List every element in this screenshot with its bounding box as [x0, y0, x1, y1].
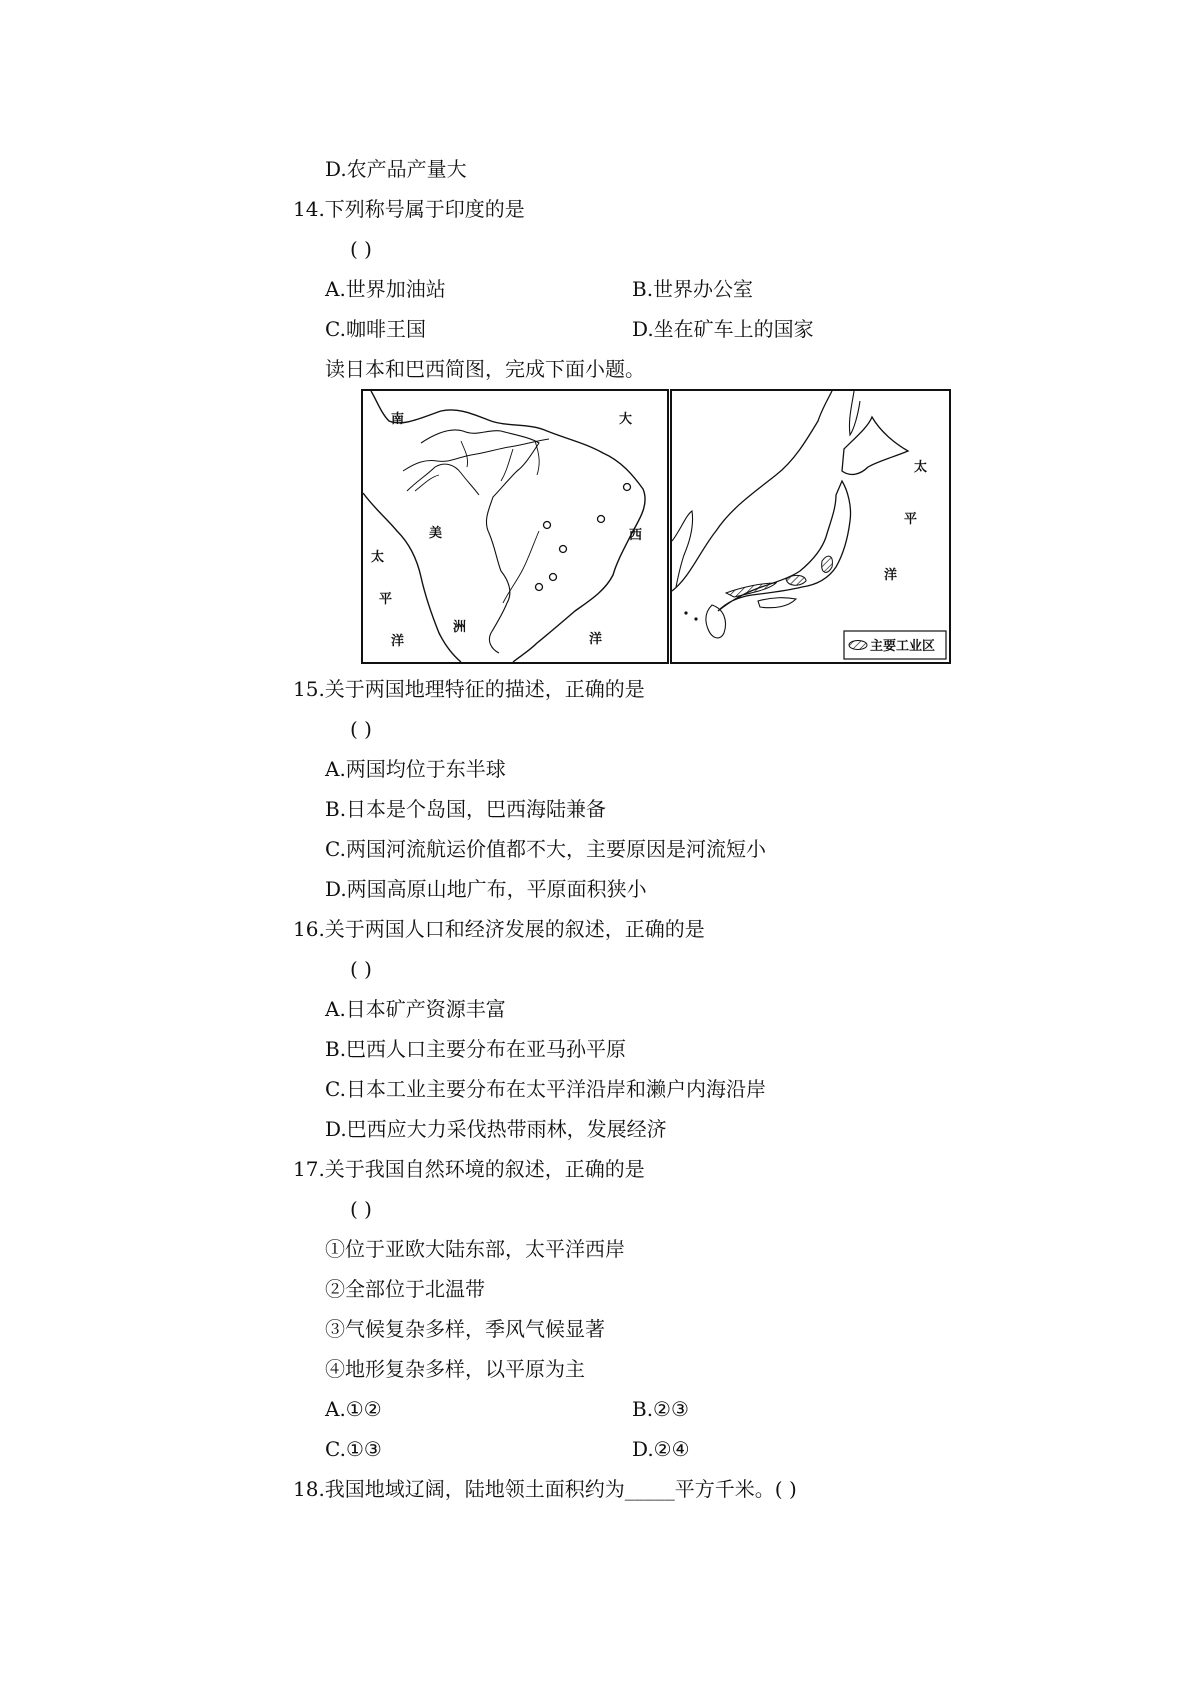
q16-answer-paren: ( )	[350, 957, 372, 981]
japan-map-kyushu	[706, 605, 726, 638]
q17-statement-2: ②全部位于北温带	[325, 1277, 485, 1301]
brazil-map-city-marker	[624, 484, 631, 491]
japan-map-drawing	[672, 391, 949, 662]
q17-statement-3: ③气候复杂多样，季风气候显著	[325, 1317, 605, 1341]
brazil-map-label-west: 西	[629, 528, 643, 543]
brazil-map	[361, 389, 669, 664]
brazil-map-parana-river	[503, 531, 539, 603]
q17-statement-1: ①位于亚欧大陆东部，太平洋西岸	[325, 1237, 625, 1261]
japan-map-label-pacific-3: 洋	[884, 568, 898, 583]
q14-option-c: C.咖啡王国	[325, 317, 426, 341]
q15-option-d: D.两国高原山地广布，平原面积狭小	[325, 877, 647, 901]
q17-answer-paren: ( )	[350, 1197, 372, 1221]
q15-option-a: A.两国均位于东半球	[325, 757, 506, 781]
q17-statement-4: ④地形复杂多样，以平原为主	[325, 1357, 585, 1381]
brazil-map-amazon-river	[403, 439, 549, 471]
brazil-map-city-marker	[544, 522, 551, 529]
q17-option-d: D.②④	[632, 1437, 690, 1461]
q15-option-b: B.日本是个岛国，巴西海陆兼备	[325, 797, 607, 821]
brazil-map-city-marker	[560, 546, 567, 553]
brazil-map-label-ocean: 洋	[589, 632, 603, 647]
japan-map-island	[694, 617, 697, 620]
brazil-map-label-pacific-3: 洋	[391, 634, 405, 649]
brazil-map-city-marker	[550, 574, 557, 581]
q14-answer-paren: ( )	[350, 237, 372, 261]
q16-stem: 16.关于两国人口和经济发展的叙述，正确的是	[293, 917, 705, 941]
q17-option-a: A.①②	[325, 1397, 382, 1421]
q14-option-a: A.世界加油站	[325, 277, 446, 301]
q18-stem: 18.我国地域辽阔，陆地领土面积约为_____平方千米。( )	[293, 1477, 797, 1501]
q16-option-a: A.日本矿产资源丰富	[325, 997, 506, 1021]
brazil-map-label-america: 美	[429, 526, 443, 541]
q15-stem: 15.关于两国地理特征的描述，正确的是	[293, 677, 645, 701]
brazil-map-label-pacific-2: 平	[379, 592, 393, 607]
japan-map-label-pacific-1: 太	[914, 460, 928, 475]
japan-map	[670, 389, 951, 664]
brazil-map-label-continent: 洲	[453, 620, 467, 635]
japan-map-legend-label: 主要工业区	[870, 639, 936, 654]
brazil-map-border	[421, 430, 539, 653]
q15-answer-paren: ( )	[350, 717, 372, 741]
japan-map-shikoku	[758, 598, 796, 608]
brazil-map-city-marker	[598, 516, 605, 523]
japan-map-sakhalin	[849, 391, 860, 435]
q13-option-d: D.农产品产量大	[325, 157, 467, 181]
q16-option-d: D.巴西应大力采伐热带雨林，发展经济	[325, 1117, 667, 1141]
q17-stem: 17.关于我国自然环境的叙述，正确的是	[293, 1157, 645, 1181]
japan-map-legend	[844, 631, 946, 659]
q17-option-b: B.②③	[632, 1397, 689, 1421]
q15-option-c: C.两国河流航运价值都不大，主要原因是河流短小	[325, 837, 766, 861]
brazil-map-label-south: 南	[391, 412, 405, 427]
brazil-map-drawing	[363, 391, 667, 662]
japan-map-label-pacific-2: 平	[904, 512, 918, 527]
japan-map-mainland-coast	[672, 391, 832, 591]
figure-intro: 读日本和巴西简图，完成下面小题。	[325, 357, 645, 381]
brazil-map-label-pacific-1: 太	[371, 550, 385, 565]
q16-option-c: C.日本工业主要分布在太平洋沿岸和濑户内海沿岸	[325, 1077, 766, 1101]
brazil-map-city-marker	[536, 584, 543, 591]
q16-option-b: B.巴西人口主要分布在亚马孙平原	[325, 1037, 627, 1061]
brazil-map-label-great: 大	[619, 412, 633, 427]
japan-map-industrial-zone	[822, 556, 833, 572]
japan-map-island	[684, 611, 687, 614]
brazil-map-east-coast	[371, 391, 645, 662]
japan-map-hokkaido	[842, 417, 908, 474]
japan-map-korea	[672, 511, 693, 587]
japan-map-industrial-zone	[786, 575, 806, 585]
q17-option-c: C.①③	[325, 1437, 382, 1461]
q14-option-b: B.世界办公室	[632, 277, 754, 301]
brazil-map-river-tributary	[415, 441, 539, 491]
map-figure	[361, 389, 951, 664]
brazil-map-west-coast	[363, 493, 461, 662]
q14-option-d: D.坐在矿车上的国家	[632, 317, 814, 341]
industrial-zone-legend-icon	[849, 641, 867, 650]
q14-stem: 14.下列称号属于印度的是	[293, 197, 525, 221]
brazil-map-inner-border	[407, 464, 479, 495]
